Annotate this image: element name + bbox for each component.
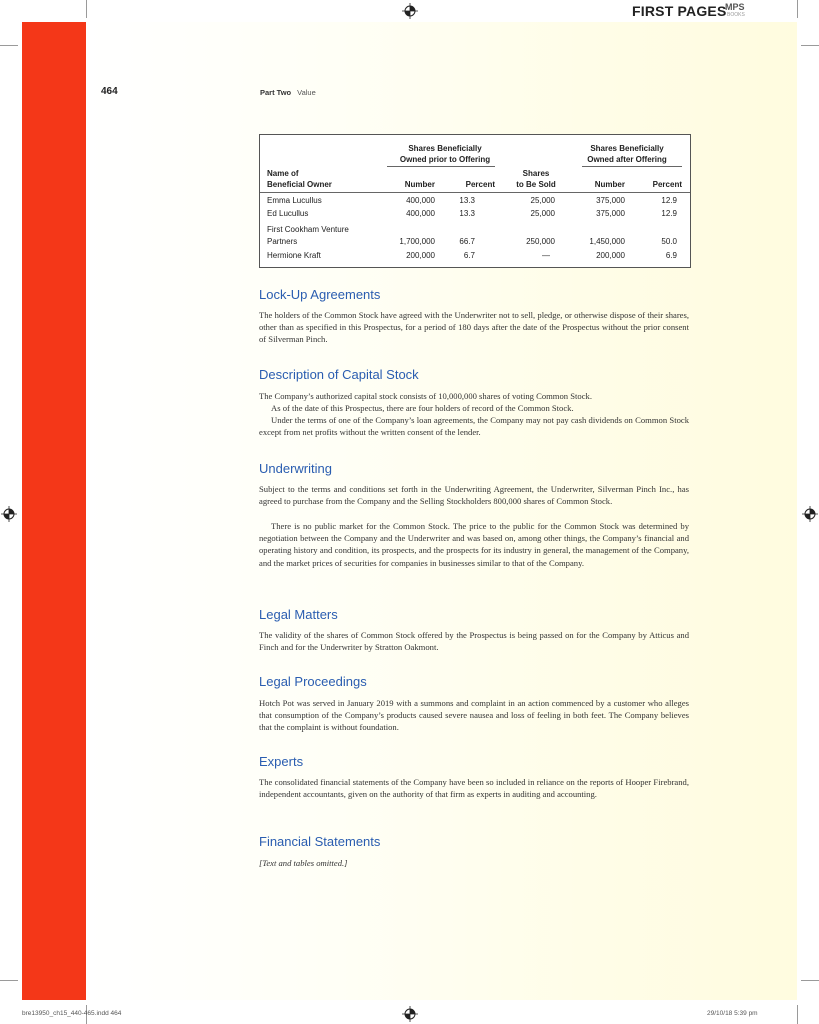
table-row-2-after-percent: 12.9: [661, 209, 677, 218]
table-row-1-after-percent: 12.9: [661, 196, 677, 205]
trim-line-top-left: [0, 45, 18, 46]
lock-up-paragraph: The holders of the Common Stock have agreed with the Underwriter not to sell, pledge, or otherwise dispose of their shares, other than as specified in this Prospectus, for a period of 180 days after the date of the Prospectus without the prior consent of Silverman Pinch.: [259, 310, 689, 345]
legal-matters-paragraph: The validity of the shares of Common Stock offered by the Prospectus is being passed on for the Company by Atticus and Finch and for the Underwriter by Stratton Oakmont.: [259, 630, 689, 653]
table-row-2-name: Ed Lucullus: [267, 209, 309, 218]
table-row-3-prior-percent: 66.7: [459, 237, 475, 246]
header-shares-line1: Shares: [522, 169, 550, 178]
table-row-1-after-number: 375,000: [596, 196, 625, 205]
header-after-percent: Percent: [652, 180, 682, 189]
table-row-2-prior-percent: 13.3: [459, 209, 475, 218]
table-row-3-name-line1: First Cookham Venture: [267, 225, 349, 234]
table-row-4-prior-number: 200,000: [406, 251, 435, 260]
table-row-3-after-number: 1,450,000: [589, 237, 625, 246]
running-head-section: Value: [297, 88, 316, 97]
heading-experts: Experts: [259, 754, 304, 769]
capital-stock-paragraph-1: The Company’s authorized capital stock consists of 10,000,000 shares of voting Common Stock.: [259, 391, 592, 401]
table-row-4-after-percent: 6.9: [665, 251, 677, 260]
header-prior-percent: Percent: [465, 180, 495, 189]
legal-proceedings-paragraph: Hotch Pot was served in January 2019 with a summons and complaint in an action commenced by a customer who alleges that consumption of the Company’s products caused severe nausea and loss of feeling in both feet. The Company believes that the complaint is without foundation.: [259, 698, 689, 733]
table-row-2-to-sell: 25,000: [530, 209, 555, 218]
footer-file-name: bre13950_ch15_440-465.indd 464: [22, 1010, 122, 1017]
table-row-3-after-percent: 50.0: [661, 237, 677, 246]
table-row-1-name: Emma Lucullus: [267, 196, 322, 205]
heading-legal-proceedings: Legal Proceedings: [259, 674, 367, 689]
beneficial-ownership-table: [259, 134, 691, 268]
group-header-prior-line2: Owned prior to Offering: [399, 155, 491, 164]
footer-timestamp: 29/10/18 5:39 pm: [707, 1010, 758, 1017]
table-row-4-to-sell: —: [542, 251, 550, 260]
registration-mark-right-icon: [802, 506, 818, 522]
registration-mark-left-icon: [1, 506, 17, 522]
capital-stock-paragraph-2: As of the date of this Prospectus, there are four holders of record of the Common Stock.: [271, 403, 574, 413]
table-row-3-to-sell: 250,000: [526, 237, 555, 246]
table-row-4-after-number: 200,000: [596, 251, 625, 260]
trim-line-vertical-right-top: [797, 0, 798, 18]
header-name-line1: Name of: [267, 169, 299, 178]
table-row-1-prior-percent: 13.3: [459, 196, 475, 205]
header-after-number: Number: [594, 180, 625, 189]
table-row-2-prior-number: 400,000: [406, 209, 435, 218]
trim-line-vertical-left-top: [86, 0, 87, 18]
table-row-4-name: Hermione Kraft: [267, 251, 321, 260]
mps-logo: MPS: [725, 2, 745, 12]
trim-line-vertical-right-bottom: [797, 1005, 798, 1024]
header-prior-number: Number: [404, 180, 435, 189]
group-prior-rule: [387, 166, 495, 167]
mps-logo-subtitle: BOOKS: [727, 12, 745, 18]
running-head-part: Part Two: [260, 88, 292, 97]
trim-line-bottom-right: [801, 980, 819, 981]
page-number: 464: [101, 86, 118, 97]
underwriting-paragraph-1: Subject to the terms and conditions set forth in the Underwriting Agreement, the Underwriter, Silverman Pinch Inc., has agreed to purchase from the Company and the Selling Stockholders 800,000 shares of Common Stock.: [259, 484, 689, 507]
heading-legal-matters: Legal Matters: [259, 607, 338, 622]
capital-stock-paragraph-3: Under the terms of one of the Company’s loan agreements, the Company may not pay cash dividends on Common Stock except from net profits without the written consent of the lender.: [259, 415, 689, 438]
red-margin-band: [22, 22, 86, 1000]
trim-line-top-right: [801, 45, 819, 46]
group-header-prior-line1: Shares Beneficially: [408, 144, 482, 153]
heading-financial-statements: Financial Statements: [259, 834, 381, 849]
table-row-4-prior-percent: 6.7: [463, 251, 475, 260]
registration-mark-top-icon: [402, 3, 418, 19]
heading-lock-up-agreements: Lock-Up Agreements: [259, 287, 381, 302]
table-row-3-name-line2: Partners: [267, 237, 298, 246]
registration-mark-bottom-icon: [402, 1006, 418, 1022]
group-header-after-line2: Owned after Offering: [587, 155, 667, 164]
running-head: [260, 88, 316, 97]
financial-statements-note: [259, 857, 689, 869]
heading-underwriting: Underwriting: [259, 461, 332, 476]
group-after-rule: [582, 166, 682, 167]
table-row-1-prior-number: 400,000: [406, 196, 435, 205]
trim-line-bottom-left: [0, 980, 18, 981]
underwriting-paragraph-2: There is no public market for the Common Stock. The price to the public for the Common Stock was determined by negotiation between the Company and the Underwriter and was based on, among other things, the Company’s financial and operating history and condition, its prospects, and the prospects for its industry in general, the management of the Company, and the market prices of securities for companies in businesses similar to that of the Company.: [259, 521, 689, 568]
header-shares-line2: to Be Sold: [516, 180, 556, 189]
header-rule: [260, 192, 690, 193]
table-row-1-to-sell: 25,000: [530, 196, 555, 205]
financial-statements-note-text: [Text and tables omitted.]: [259, 858, 348, 868]
group-header-after-line1: Shares Beneficially: [590, 144, 664, 153]
table-row-2-after-number: 375,000: [596, 209, 625, 218]
table-row-3-prior-number: 1,700,000: [399, 237, 435, 246]
experts-paragraph: The consolidated financial statements of the Company have been so included in reliance on the reports of Hooper Firebrand, independent accountants, given on the authority of that firm as experts in auditing and accounting.: [259, 777, 689, 800]
header-name-line2: Beneficial Owner: [267, 180, 332, 189]
heading-description-of-capital-stock: Description of Capital Stock: [259, 367, 419, 382]
first-pages-label: FIRST PAGES: [632, 3, 727, 19]
